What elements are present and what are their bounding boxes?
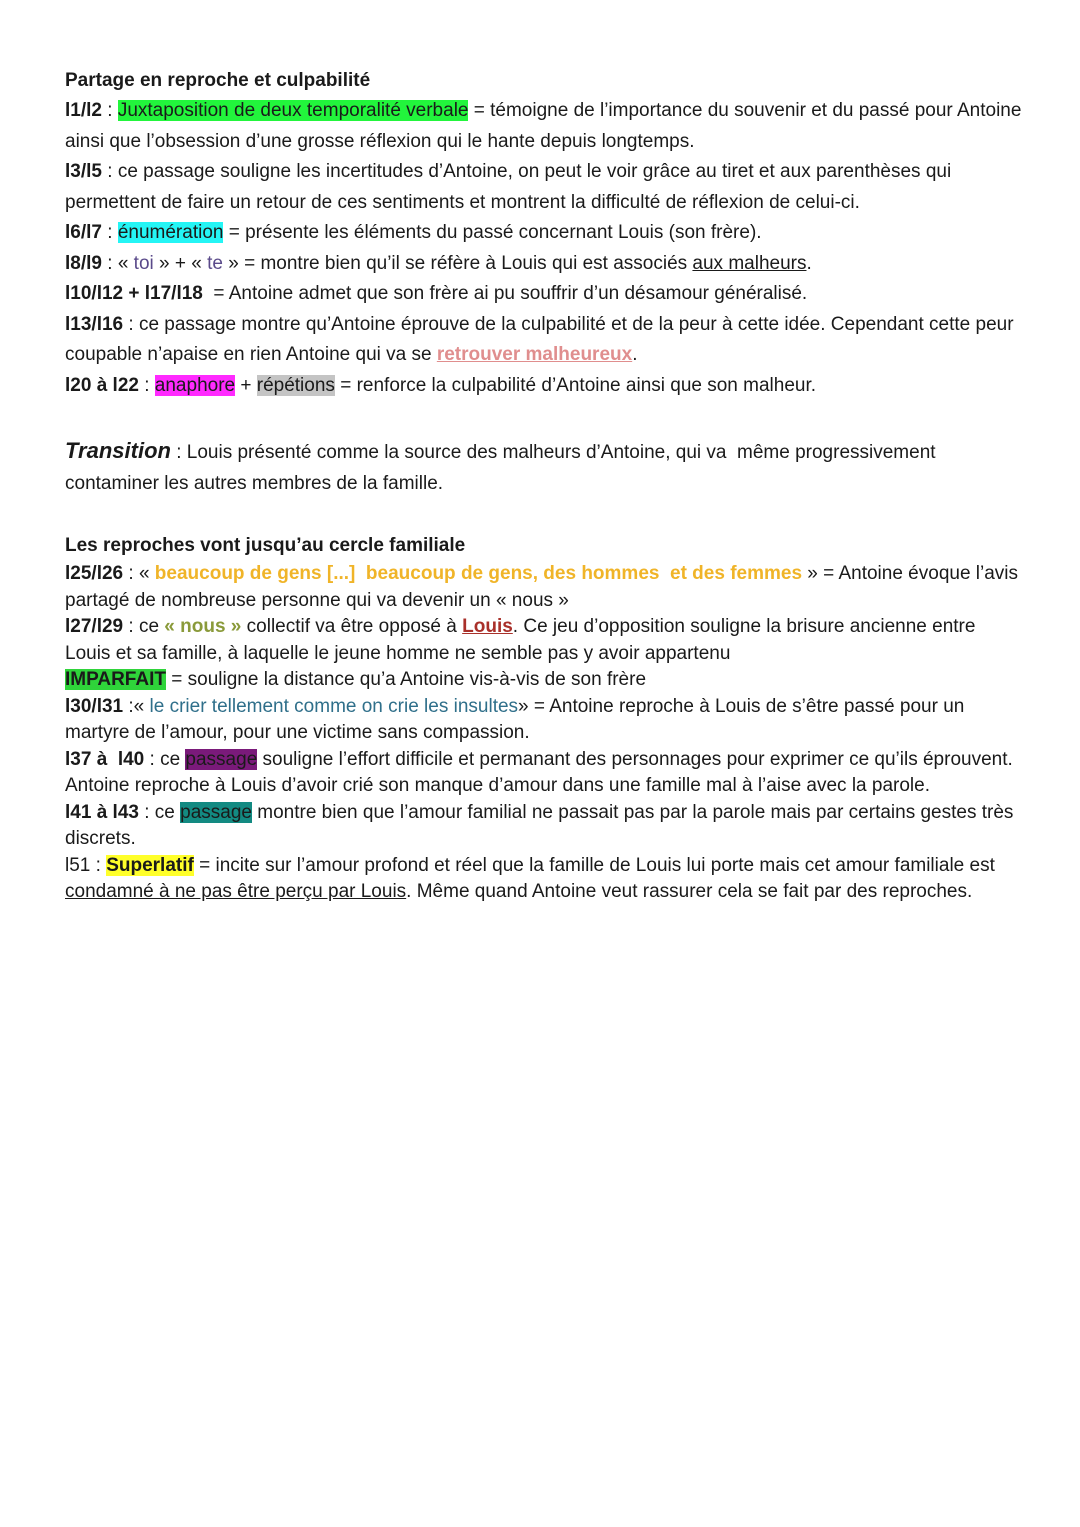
line-reference: l20 à l22: [65, 374, 139, 396]
highlight-green: Juxtaposition de deux temporalité verbale: [117, 100, 469, 121]
quote-blue: le crier tellement comme on crie les insultes: [149, 695, 519, 717]
line-reference: l37 à l40: [65, 748, 145, 770]
underlined-text: aux malheurs: [692, 252, 807, 274]
quote-te: te: [207, 252, 223, 274]
louis-underlined: Louis: [462, 616, 513, 637]
analysis-line-l51: l51 : Superlatif = incite sur l’amour profond et réel que la famille de Louis lui porte mais cet amour familiale est condamné à ne pas être perçu par Louis. Même quand Antoine veut rassurer cela se fait par des reproches.: [65, 854, 995, 902]
highlight-yellow: Superlatif: [106, 854, 194, 876]
spacer: [65, 499, 1025, 531]
line-reference: l30/l31: [65, 695, 124, 717]
analysis-line-imparfait: IMPARFAIT = souligne la distance qu’a Antoine vis-à-vis de son frère: [65, 669, 647, 690]
analysis-line-l8-l9: l8/l9 : « toi » + « te » = montre bien qu’il se réfère à Louis qui est associés aux malheurs.: [65, 252, 812, 274]
quote-orange: beaucoup de gens [...] beaucoup de gens, des hommes et des femmes: [154, 563, 803, 584]
highlight-dark-green: IMPARFAIT: [65, 669, 166, 690]
highlight-purple: passage: [185, 748, 258, 770]
analysis-line-l30-l31: l30/l31 :« le crier tellement comme on crie les insultes» = Antoine reproche à Louis de s’être passé pour un martyre de l’amour, pour une victime sans compassion.: [65, 695, 965, 743]
analysis-line-l41-l43: l41 à l43 : ce passage montre bien que l’amour familial ne passait pas par la parole mais par certains gestes très discrets.: [65, 801, 1014, 849]
line-reference: l13/l16: [65, 313, 124, 335]
line-reference: l3/l5: [65, 161, 102, 182]
transition-label: Transition: [65, 438, 171, 463]
analysis-line-l10-l18: l10/l12 + l17/l18 = Antoine admet que son frère ai pu souffrir d’un désamour généralisé.: [65, 283, 808, 304]
analysis-line-l25-l26: l25/l26 : « beaucoup de gens [...] beaucoup de gens, des hommes et des femmes » = Antoine évoque l’avis partagé de nombreuse personne qui va devenir un « nous »: [65, 563, 1019, 611]
line-reference: l10/l12 + l17/l18: [65, 283, 203, 304]
line-reference: l27/l29: [65, 616, 124, 637]
pink-underlined-text: retrouver malheureux: [436, 344, 633, 365]
line-reference: l51: [65, 854, 91, 876]
transition-paragraph: Transition : Louis présenté comme la source des malheurs d’Antoine, qui va même progressivement contaminer les autres membres de la famille.: [65, 438, 941, 494]
highlight-cyan: énumération: [117, 222, 224, 243]
section-heading-partage: Partage en reproche et culpabilité: [65, 70, 371, 91]
highlight-magenta: anaphore: [154, 374, 236, 396]
line-reference: l25/l26: [65, 563, 124, 584]
document-page: [65, 66, 1025, 906]
analysis-line-l3-l5: l3/l5 : ce passage souligne les incertitudes d’Antoine, on peut le voir grâce au tiret et aux parenthèses qui permettent de faire un retour de ces sentiments et montrent la difficulté de réflexion de celui-ci.: [65, 161, 952, 213]
analysis-line-l13-l16: l13/l16 : ce passage montre qu’Antoine éprouve de la culpabilité et de la peur à cette idée. Cependant cette peur coupable n’apaise en rien Antoine qui va se retrouver malheureux.: [65, 313, 1014, 365]
line-reference: l8/l9: [65, 252, 102, 274]
underlined-text: condamné à ne pas être perçu par Louis: [65, 881, 407, 902]
analysis-line-l27-l29: l27/l29 : ce « nous » collectif va être opposé à Louis. Ce jeu d’opposition souligne la brisure ancienne entre Louis et sa famille, à laquelle le jeune homme ne semble pas y avoir appartenu: [65, 616, 976, 664]
analysis-line-l37-l40: l37 à l40 : ce passage souligne l’effort difficile et permanant des personnages pour exprimer ce qu’ils éprouvent. Antoine reproche à Louis d’avoir crié son manque d’amour dans une famille mal à l’aise avec la parole.: [65, 748, 1013, 796]
line-reference: l41 à l43: [65, 801, 139, 823]
highlight-grey: répétions: [256, 374, 335, 396]
spacer: [65, 401, 1025, 436]
highlight-teal: passage: [180, 801, 252, 823]
analysis-line-l1-l2: l1/l2 : Juxtaposition de deux temporalité verbale = témoigne de l’importance du souvenir et du passé pour Antoine ainsi que l’obsession d’une grosse réflexion qui le hante depuis longtemps.: [65, 100, 1022, 152]
analysis-line-l6-l7: l6/l7 : énumération = présente les éléments du passé concernant Louis (son frère).: [65, 222, 762, 243]
line-reference: l6/l7: [65, 222, 102, 243]
analysis-line-l20-l22: l20 à l22 : anaphore + répétions = renforce la culpabilité d’Antoine ainsi que son malheur.: [65, 374, 817, 396]
line-reference: l1/l2: [65, 100, 102, 121]
quote-toi: toi: [133, 252, 154, 274]
quote-nous: « nous »: [164, 616, 242, 637]
section-heading-reproches: Les reproches vont jusqu’au cercle familiale: [65, 535, 466, 556]
